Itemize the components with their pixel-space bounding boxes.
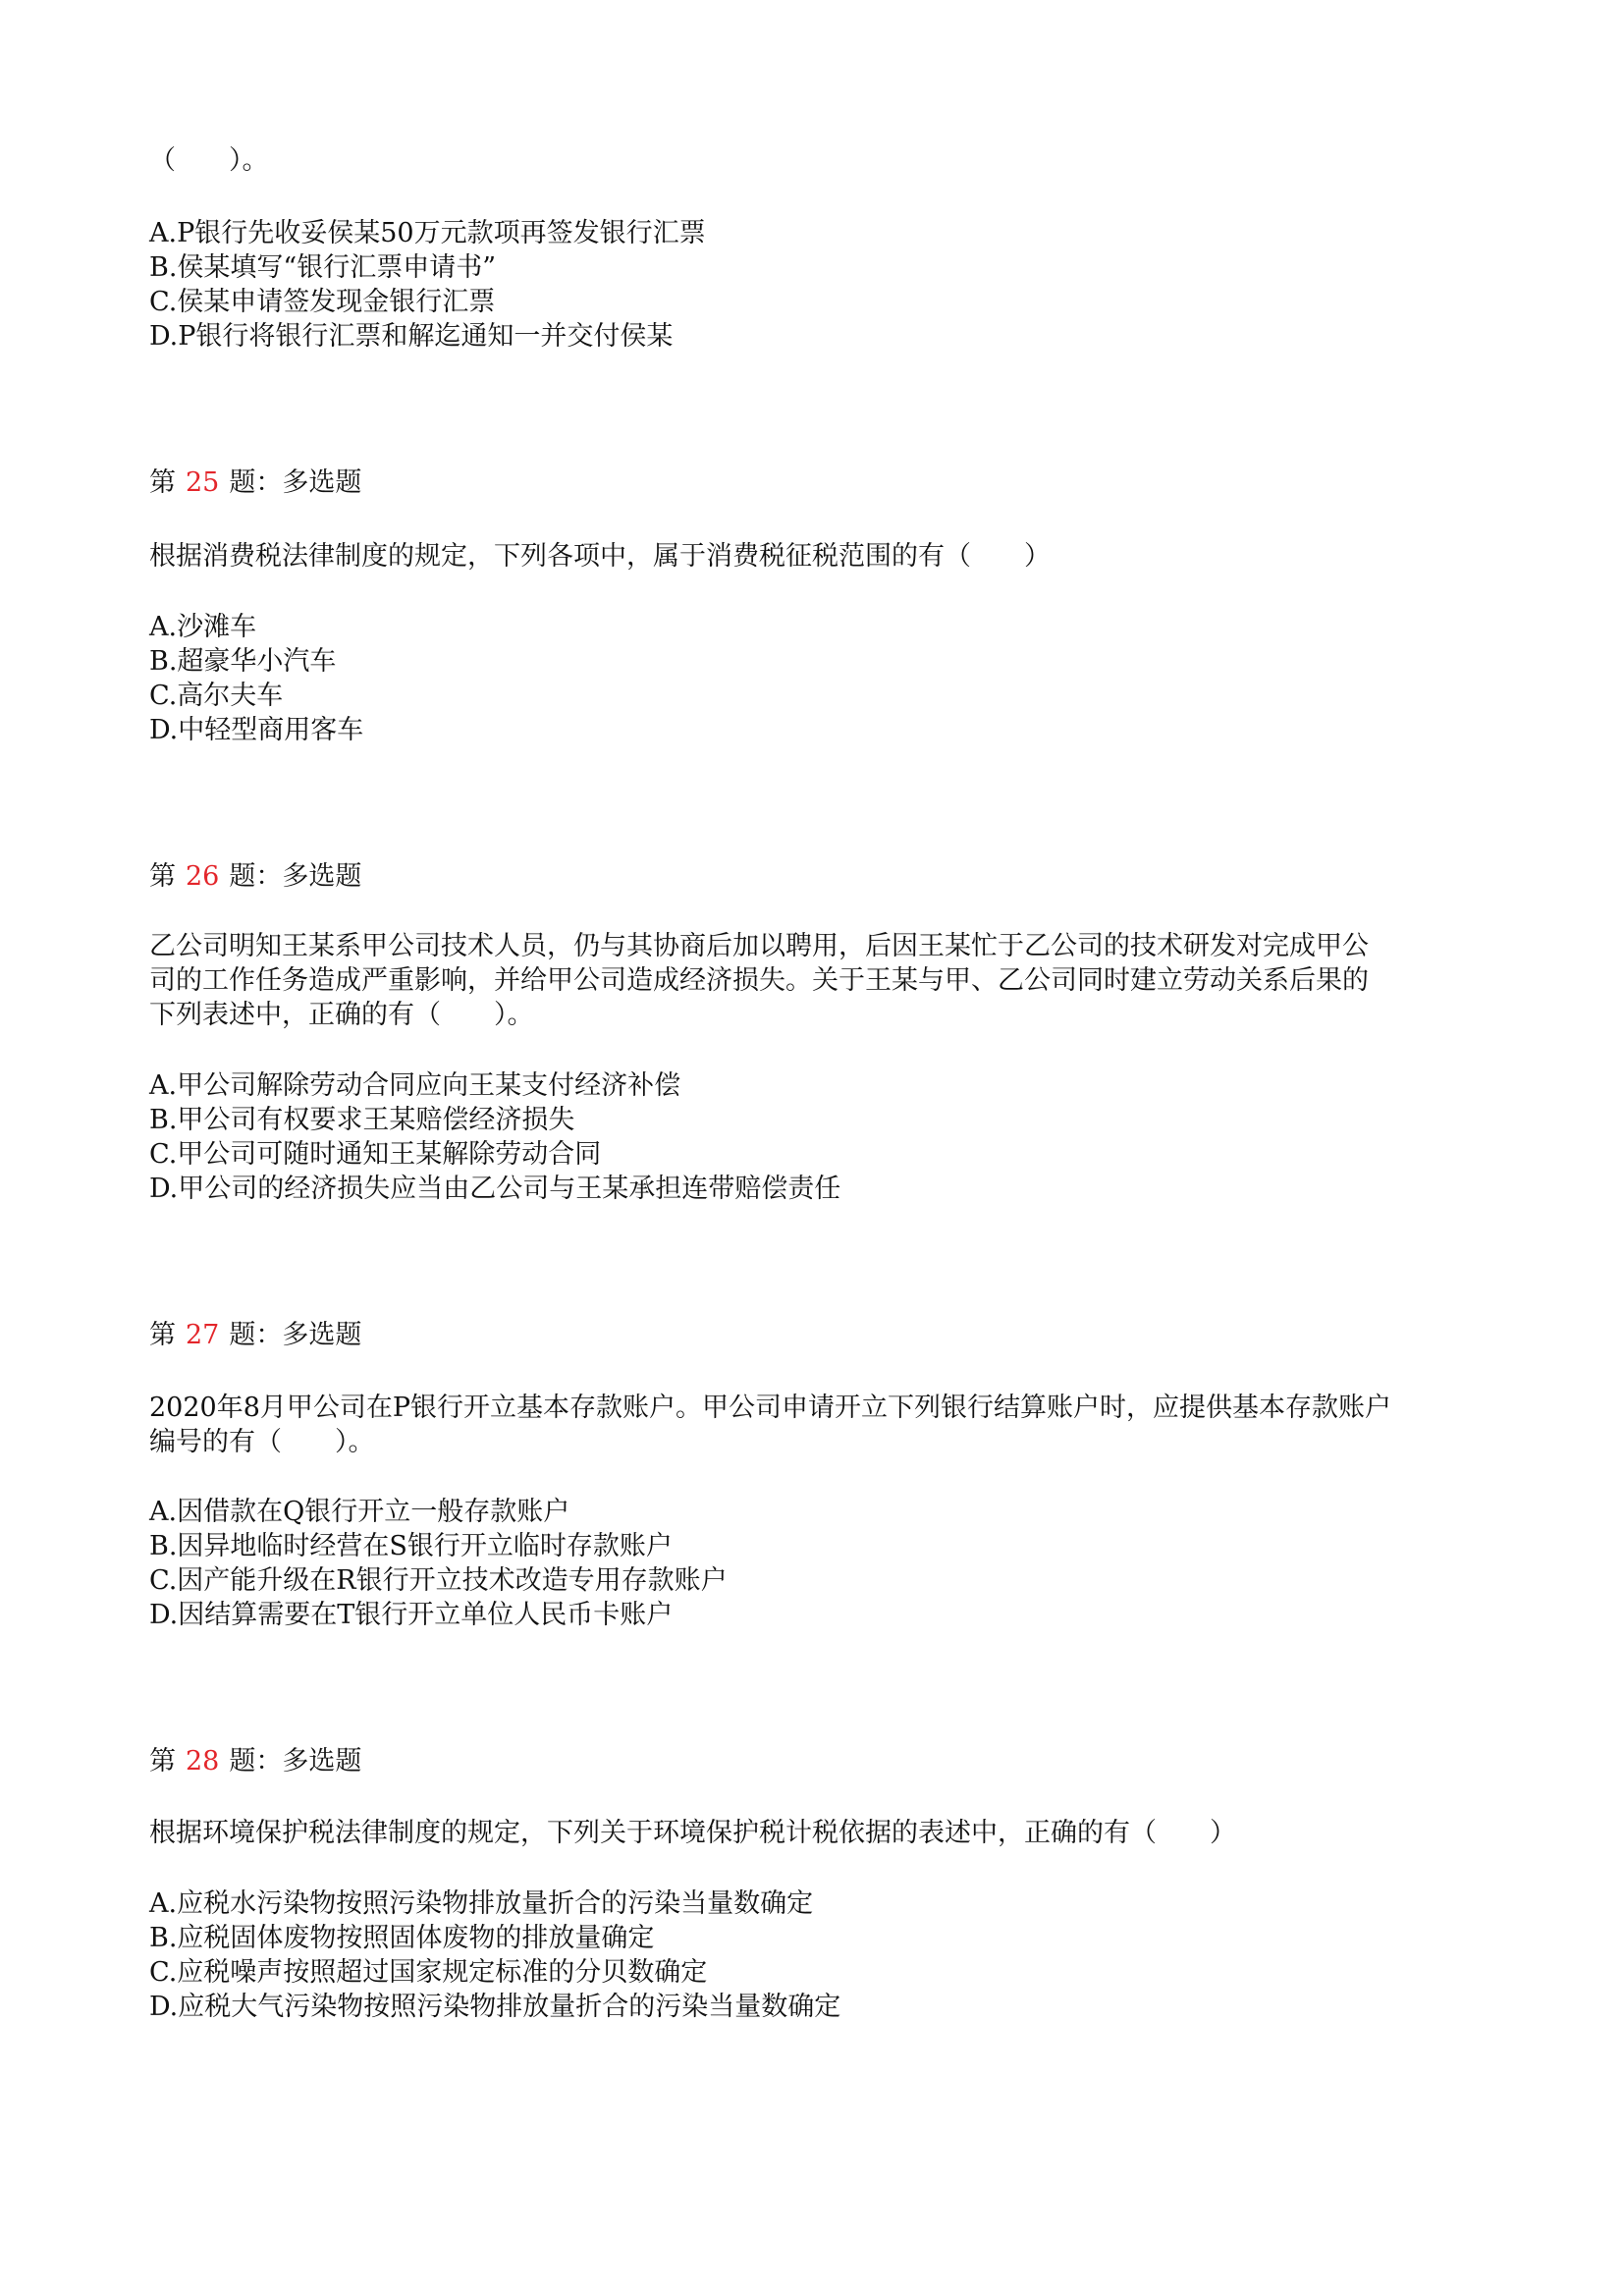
option-a: A.应税水污染物按照污染物排放量折合的污染当量数确定 — [149, 1888, 814, 1919]
question-28-header — [149, 1744, 1485, 1778]
stem-line: 2020年8月甲公司在P银行开立基本存款账户。甲公司申请开立下列银行结算账户时，应提供基本存款账户 — [149, 1393, 1392, 1423]
question-27-stem — [149, 1391, 1485, 1459]
question-type: 题：多选题 — [229, 1746, 362, 1777]
option-c: C.因产能升级在R银行开立技术改造专用存款账户 — [149, 1565, 728, 1596]
stem-line: 根据消费税法律制度的规定，下列各项中，属于消费税征税范围的有（ ） — [149, 541, 1051, 572]
option-a: A.P银行先收妥侯某50万元款项再签发银行汇票 — [149, 218, 706, 248]
option-d: D.因结算需要在T银行开立单位人民币卡账户 — [149, 1600, 674, 1630]
question-number: 27 — [186, 1320, 220, 1350]
question-28-options — [149, 1886, 1485, 2024]
option-c: C.侯某申请签发现金银行汇票 — [149, 287, 496, 317]
option-d: D.应税大气污染物按照污染物排放量折合的污染当量数确定 — [149, 1992, 841, 2022]
question-27-header — [149, 1318, 1485, 1352]
question-type: 题：多选题 — [229, 1320, 362, 1350]
question-25-options — [149, 610, 1485, 747]
question-27-options — [149, 1495, 1485, 1632]
question-26-stem — [149, 929, 1485, 1032]
question-prefix: 第 — [149, 1320, 176, 1350]
stem-line: 根据环境保护税法律制度的规定，下列关于环境保护税计税依据的表述中，正确的有（ ） — [149, 1818, 1236, 1848]
option-a: A.甲公司解除劳动合同应向王某支付经济补偿 — [149, 1070, 681, 1101]
question-26-options — [149, 1068, 1485, 1206]
option-b: B.因异地临时经营在S银行开立临时存款账户 — [149, 1531, 673, 1561]
option-b: B.侯某填写“银行汇票申请书” — [149, 252, 497, 283]
question-number: 26 — [186, 861, 220, 892]
prev-question-stem-tail — [149, 143, 1485, 178]
question-prefix: 第 — [149, 1746, 176, 1777]
option-b: B.应税固体废物按照固体废物的排放量确定 — [149, 1923, 655, 1953]
question-number: 25 — [186, 467, 220, 498]
option-b: B.甲公司有权要求王某赔偿经济损失 — [149, 1105, 575, 1135]
stem-line: 乙公司明知王某系甲公司技术人员，仍与其协商后加以聘用，后因王某忙于乙公司的技术研发对完成甲公 — [149, 931, 1369, 961]
question-type: 题：多选题 — [229, 467, 362, 498]
option-c: C.高尔夫车 — [149, 681, 284, 711]
stem-line: 司的工作任务造成严重影响，并给甲公司造成经济损失。关于王某与甲、乙公司同时建立劳动关系后果的 — [149, 965, 1369, 996]
option-a: A.因借款在Q银行开立一般存款账户 — [149, 1497, 570, 1527]
question-prefix: 第 — [149, 861, 176, 892]
question-28-stem — [149, 1816, 1485, 1850]
option-b: B.超豪华小汽车 — [149, 646, 337, 677]
option-c: C.甲公司可随时通知王某解除劳动合同 — [149, 1139, 602, 1170]
question-type: 题：多选题 — [229, 861, 362, 892]
option-c: C.应税噪声按照超过国家规定标准的分贝数确定 — [149, 1957, 708, 1988]
stem-line: 编号的有（ ）。 — [149, 1427, 375, 1457]
prev-question-options — [149, 216, 1485, 354]
stem-line: （ ）。 — [149, 145, 269, 176]
option-a: A.沙滩车 — [149, 612, 257, 642]
question-25-header — [149, 465, 1485, 500]
stem-line: 下列表述中，正确的有（ ）。 — [149, 1000, 534, 1030]
option-d: D.中轻型商用客车 — [149, 715, 364, 745]
option-d: D.P银行将银行汇票和解迄通知一并交付侯某 — [149, 321, 674, 352]
question-prefix: 第 — [149, 467, 176, 498]
question-number: 28 — [186, 1746, 220, 1777]
option-d: D.甲公司的经济损失应当由乙公司与王某承担连带赔偿责任 — [149, 1174, 841, 1204]
question-25-stem — [149, 539, 1485, 574]
question-26-header — [149, 859, 1485, 894]
